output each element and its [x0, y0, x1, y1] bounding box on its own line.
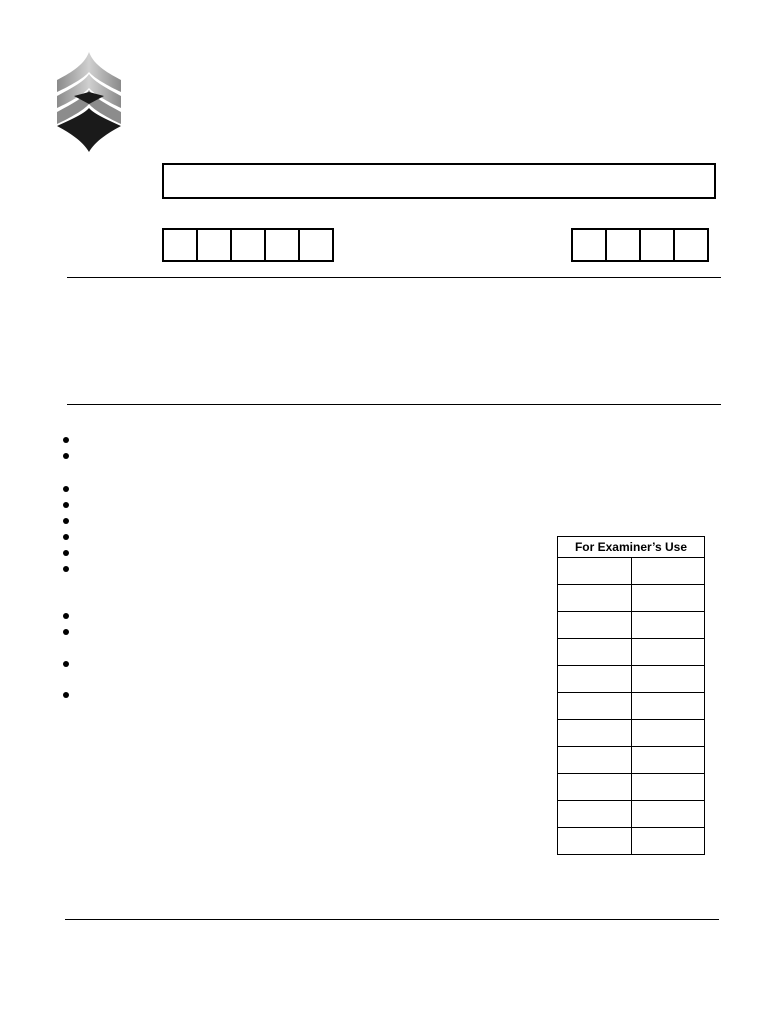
question-cell[interactable] [558, 747, 632, 774]
list-item-bullet [63, 566, 69, 572]
list-item-bullet [63, 613, 69, 619]
question-cell[interactable] [558, 666, 632, 693]
candidate-number-boxes [571, 228, 707, 262]
list-item-bullet [63, 550, 69, 556]
list-item-bullet [63, 518, 69, 524]
question-cell[interactable] [558, 720, 632, 747]
list-item-bullet [63, 692, 69, 698]
candidate-number-digit-box[interactable] [673, 228, 709, 262]
table-row [558, 693, 705, 720]
mark-cell[interactable] [631, 828, 705, 855]
question-cell[interactable] [558, 639, 632, 666]
centre-number-digit-box[interactable] [196, 228, 232, 262]
centre-number-boxes [162, 228, 332, 262]
list-item-bullet [63, 629, 69, 635]
mark-cell[interactable] [631, 693, 705, 720]
centre-number-digit-box[interactable] [264, 228, 300, 262]
list-item-bullet [63, 534, 69, 540]
mark-cell[interactable] [631, 639, 705, 666]
mark-cell[interactable] [631, 612, 705, 639]
candidate-name-box[interactable] [162, 163, 716, 199]
mark-cell[interactable] [631, 774, 705, 801]
divider-top [67, 277, 721, 278]
list-item-bullet [63, 661, 69, 667]
examiner-use-table [557, 536, 705, 855]
candidate-number-digit-box[interactable] [605, 228, 641, 262]
table-row [558, 666, 705, 693]
question-cell[interactable] [558, 612, 632, 639]
centre-number-digit-box[interactable] [298, 228, 334, 262]
divider-bottom [65, 919, 719, 920]
table-row [558, 801, 705, 828]
mark-cell[interactable] [631, 666, 705, 693]
mark-cell[interactable] [631, 720, 705, 747]
instructions-list [63, 0, 73, 1024]
question-cell[interactable] [558, 801, 632, 828]
question-cell[interactable] [558, 558, 632, 585]
question-cell[interactable] [558, 828, 632, 855]
table-row [558, 747, 705, 774]
table-row [558, 585, 705, 612]
question-cell[interactable] [558, 774, 632, 801]
examiner-table-body [558, 558, 705, 855]
list-item-bullet [63, 502, 69, 508]
list-item-bullet [63, 437, 69, 443]
table-row [558, 612, 705, 639]
table-row [558, 774, 705, 801]
mark-cell[interactable] [631, 747, 705, 774]
examiner-table-header: For Examiner’s Use [558, 537, 705, 558]
mark-cell[interactable] [631, 558, 705, 585]
mark-cell[interactable] [631, 585, 705, 612]
centre-number-digit-box[interactable] [162, 228, 198, 262]
candidate-number-digit-box[interactable] [571, 228, 607, 262]
table-row [558, 720, 705, 747]
question-cell[interactable] [558, 585, 632, 612]
table-row [558, 639, 705, 666]
candidate-number-digit-box[interactable] [639, 228, 675, 262]
mark-cell[interactable] [631, 801, 705, 828]
list-item-bullet [63, 486, 69, 492]
divider-middle [67, 404, 721, 405]
list-item-bullet [63, 453, 69, 459]
question-cell[interactable] [558, 693, 632, 720]
table-row [558, 828, 705, 855]
centre-number-digit-box[interactable] [230, 228, 266, 262]
table-row [558, 558, 705, 585]
